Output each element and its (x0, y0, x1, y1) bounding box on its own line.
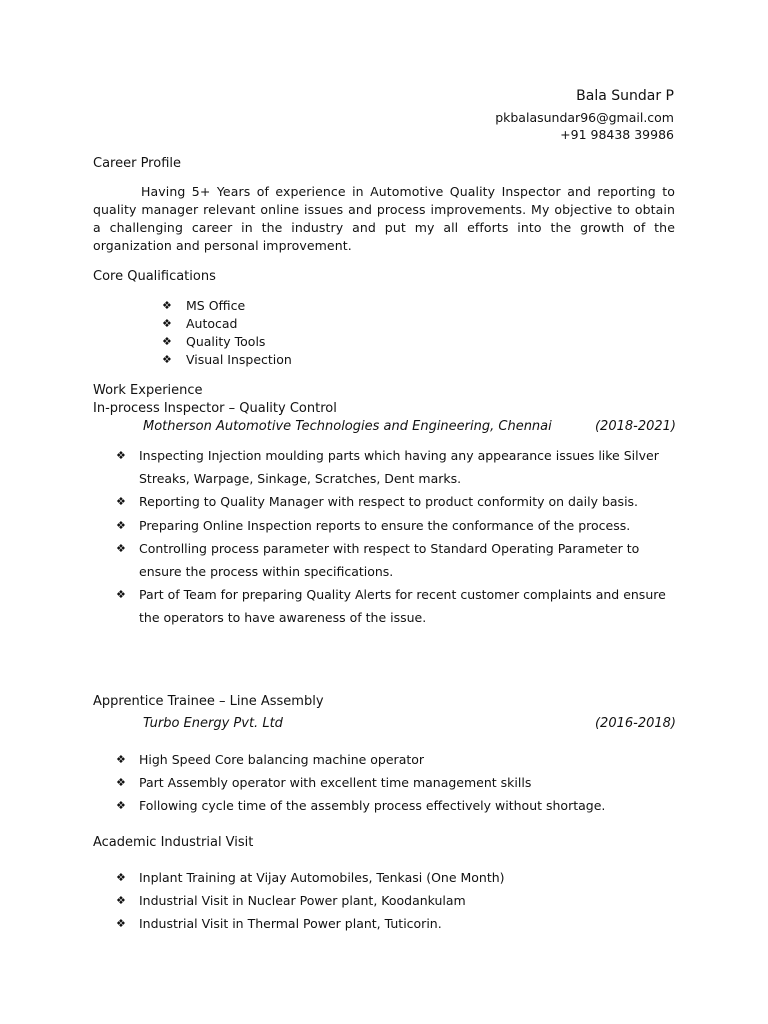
list-item: ❖ Preparing Online Inspection reports to ensure the conformance of the process. (116, 514, 676, 537)
bullet-diamond-icon: ❖ (116, 518, 126, 532)
list-item: ❖ High Speed Core balancing machine operator (116, 748, 676, 771)
list-item: ❖ Inspecting Injection moulding parts which having any appearance issues like Silver Streaks, Warpage, Sinkage, Scratches, Dent marks. (116, 444, 676, 490)
list-item: ❖ Quality Tools (162, 334, 266, 349)
bullet-diamond-icon: ❖ (116, 495, 126, 509)
candidate-name: Bala Sundar P (576, 88, 674, 104)
list-item: ❖ MS Office (162, 298, 246, 313)
list-item: ❖ Inplant Training at Vijay Automobiles, Tenkasi (One Month) (116, 866, 676, 889)
bullet-diamond-icon: ❖ (116, 799, 126, 813)
list-item: ❖ Industrial Visit in Nuclear Power plant, Koodankulam (116, 889, 676, 912)
bullet-diamond-icon: ❖ (116, 917, 126, 931)
list-item: ❖ Controlling process parameter with respect to Standard Operating Parameter to ensure the process within specifications. (116, 537, 676, 583)
work-experience-heading: Work Experience (93, 383, 203, 398)
bullet-diamond-icon: ❖ (116, 449, 126, 462)
email-text: pkbalasundar96@gmail.com (495, 110, 674, 125)
career-profile-text: Having 5+ Years of experience in Automotive Quality Inspector and reporting to quality manager relevant online issues and process improvements. My objective to obtain a challenging career in the industry and put my all efforts into the growth of the organization and personal improvement. (93, 184, 675, 253)
list-item: ❖ Industrial Visit in Thermal Power plant, Tuticorin. (116, 912, 676, 935)
bullet-diamond-icon: ❖ (162, 317, 172, 330)
list-item: ❖ Following cycle time of the assembly process effectively without shortage. (116, 794, 676, 817)
list-item: ❖ Part of Team for preparing Quality Alerts for recent customer complaints and ensure the operators to have awareness of the issue. (116, 583, 676, 629)
core-qualifications-list (162, 297, 292, 369)
job-title: In-process Inspector – Quality Control (93, 401, 337, 416)
job-years: (2016-2018) (594, 716, 676, 731)
list-item: ❖ Autocad (162, 316, 238, 331)
list-item: ❖ Visual Inspection (162, 352, 292, 367)
bullet-diamond-icon: ❖ (116, 776, 126, 790)
list-item: ❖ Part Assembly operator with excellent time management skills (116, 771, 676, 794)
bullet-diamond-icon: ❖ (116, 753, 126, 766)
bullet-diamond-icon: ❖ (116, 541, 126, 555)
career-profile-heading: Career Profile (93, 156, 181, 171)
bullet-diamond-icon: ❖ (116, 588, 126, 602)
job-duties-list (116, 444, 676, 630)
bullet-diamond-icon: ❖ (116, 894, 126, 908)
bullet-diamond-icon: ❖ (162, 353, 172, 366)
academic-visit-list (116, 866, 676, 936)
company-name: Motherson Automotive Technologies and Engineering, Chennai (143, 419, 552, 434)
job-years: (2018-2021) (594, 419, 676, 434)
company-name: Turbo Energy Pvt. Ltd (143, 716, 283, 731)
bullet-diamond-icon: ❖ (162, 335, 172, 348)
bullet-diamond-icon: ❖ (116, 871, 126, 884)
job-duties-list (116, 748, 676, 818)
academic-visit-heading: Academic Industrial Visit (93, 835, 254, 850)
core-qualifications-heading: Core Qualifications (93, 269, 216, 284)
job-title: Apprentice Trainee – Line Assembly (93, 694, 324, 709)
phone-text: +91 98438 39986 (560, 127, 674, 142)
list-item: ❖ Reporting to Quality Manager with respect to product conformity on daily basis. (116, 490, 676, 513)
bullet-diamond-icon: ❖ (162, 299, 172, 312)
